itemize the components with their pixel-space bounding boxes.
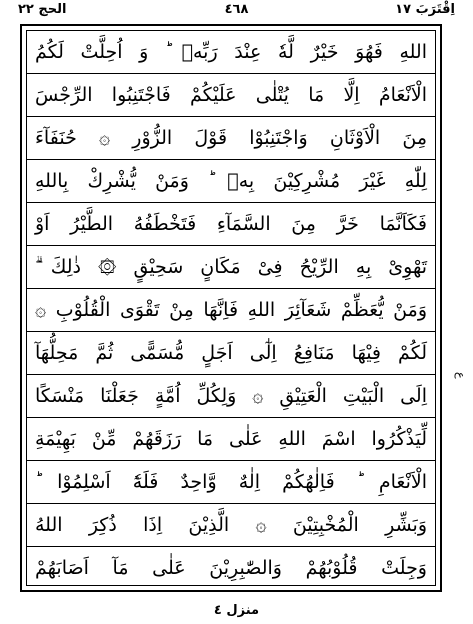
- text-frame: [20, 24, 442, 592]
- ruku-marker: ع: [454, 372, 467, 379]
- page-header: [18, 2, 455, 20]
- verse-line: لِّيَذْكُرُوا اسْمَ اللهِ عَلٰى مَا رَزَقَهُمْ مِّنْ بَهِيْمَةِ: [27, 418, 435, 461]
- page-number: ٤٦٨: [224, 2, 249, 17]
- para-name: اِقْتَرَبَ ١٧: [395, 2, 455, 17]
- verse-line: اللهِ فَهُوَ خَيْرٌ لَّهٗ عِنْدَ رَبِّهٖ ؕ وَ اُحِلَّتْ لَكُمُ: [27, 31, 435, 74]
- verse-line: اِلَى الْبَيْتِ الْعَتِيْقِ ۞ وَلِكُلِّ اُمَّةٍ جَعَلْنَا مَنْسَكًا: [27, 375, 435, 418]
- text-lines: [26, 30, 436, 586]
- verse-line: الْاَنْعَامِ ؕ فَاِلٰهُكُمْ اِلٰهٌ وَّاحِدٌ فَلَهٗٓ اَسْلِمُوْا ؕ: [27, 461, 435, 504]
- verse-line: وَمَنْ يُّعَظِّمْ شَعَآئِرَ اللهِ فَاِنَّهَا مِنْ تَقْوَى الْقُلُوْبِ ۞: [27, 289, 435, 332]
- verse-line: لَكُمْ فِيْهَا مَنَافِعُ اِلٰٓى اَجَلٍ مُّسَمًّى ثُمَّ مَحِلُّهَآ: [27, 332, 435, 375]
- surah-name: الحج ٢٢: [18, 2, 67, 17]
- verse-line: فَكَاَنَّمَا خَرَّ مِنَ السَّمَآءِ فَتَخْطَفُهُ الطَّيْرُ اَوْ: [27, 203, 435, 246]
- verse-line: لِلّٰهِ غَيْرَ مُشْرِكِيْنَ بِهٖ ؕ وَمَنْ يُّشْرِكْ بِاللهِ: [27, 160, 435, 203]
- verse-line: الْاَنْعَامُ اِلَّا مَا يُتْلٰى عَلَيْكُمْ فَاجْتَنِبُوا الرِّجْسَ: [27, 74, 435, 117]
- verse-line: وَجِلَتْ قُلُوْبُهُمْ وَالصّٰبِرِيْنَ عَلٰى مَآ اَصَابَهُمْ: [35, 557, 427, 579]
- manzil-label: منزل ٤: [213, 603, 260, 618]
- verse-line: مِنَ الْاَوْثَانِ وَاجْتَنِبُوْا قَوْلَ الزُّوْرِ ۞ حُنَفَآءَ: [27, 117, 435, 160]
- verse-line: وَبَشِّرِ الْمُخْبِتِيْنَ ۞ الَّذِيْنَ اِذَا ذُكِرَ اللهُ: [27, 504, 435, 547]
- verse-line: تَهْوِىْ بِهِ الرِّيْحُ فِىْ مَكَانٍ سَحِيْقٍ ۞ ذٰلِكَ ۗ: [27, 246, 435, 289]
